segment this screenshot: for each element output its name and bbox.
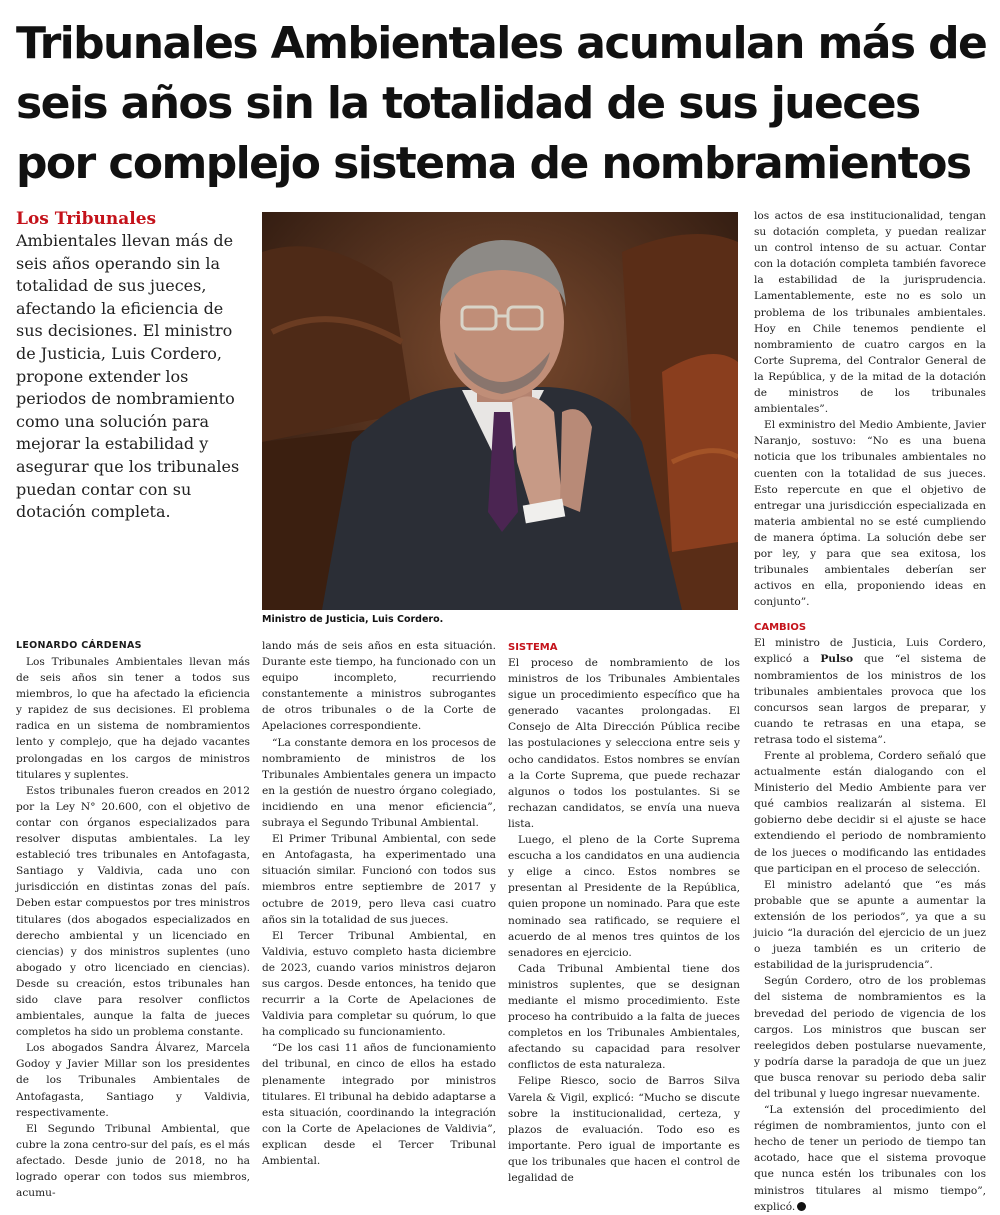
paragraph: Felipe Riesco, socio de Barros Silva Varela & Vigil, explicó: “Mucho se discute sobre la institucionalidad, certeza, y plazos de evaluación. Todo eso es importante. Pero igual de importante es que los tribunales que hacen el control de legalidad de: [508, 1075, 740, 1184]
byline: LEONARDO CÁRDENAS: [16, 640, 142, 651]
text-run: que “el sistema de nombramientos de los ministros de los tribunales ambientales provoca que los concursos sean largos de preparar, y cuando te retrasas en una etapa, se retrasa todo el sistema”.: [754, 653, 986, 746]
pulso-end-icon: [797, 1202, 806, 1211]
paragraph: los actos de esa institucionalidad, tengan su dotación completa, y puedan realizar un control intenso de su actuar. Contar con la dotación completa también favorece la estabilidad de la jurisprudencia. Lamentablemente, este no es solo un problema de los tribunales ambientales. Hoy en Chile tenemos pendiente el nombramiento de cuatro cargos en la Corte Suprema, del Contralor General de la República, y de la mitad de la dotación de ministros de los tribunales ambientales”.: [754, 210, 986, 416]
section-heading-cambios: CAMBIOS: [754, 622, 807, 634]
photo-minister-illustration: [262, 212, 738, 610]
photo-caption: Ministro de Justicia, Luis Cordero.: [262, 614, 444, 625]
article-column-4: [754, 208, 986, 1215]
paragraph: Luego, el pleno de la Corte Suprema escucha a los candidatos en una audiencia y elige a cinco. Estos nombres se presentan al Presidente de la República, quien propone un nominado. Para que este nominado sea ratificado, se requiere el acuerdo de al menos tres quintos de los senadores en ejercicio.: [508, 834, 740, 959]
article-headline: Tribunales Ambientales acumulan más de seis años sin la totalidad de sus jueces por complejo sistema de nombramientos: [16, 18, 987, 189]
paragraph: lando más de seis años en esta situación. Durante este tiempo, ha funcionado con un equipo incompleto, recurriendo constantemente a ministros subrogantes de otros tribunales o de la Corte de Apelaciones correspondiente.: [262, 640, 496, 733]
paragraph: Según Cordero, otro de los problemas del sistema de nombramientos es la brevedad del periodo de vigencia de los cargos. Los ministros que buscan ser reelegidos deben postularse nuevamente, y podría darse la paradoja de que un juez que busca renovar su periodo deba salir del tribunal y luego ingresar nuevamente.: [754, 975, 986, 1100]
paragraph: [754, 1102, 986, 1215]
paragraph: “La constante demora en los procesos de nombramiento de ministros de los Tribunales Ambientales genera un impacto en la gestión de nuestro órgano colegiado, incidiendo en una menor eficiencia”, subraya el Segundo Tribunal Ambiental.: [262, 736, 496, 830]
paragraph: El Segundo Tribunal Ambiental, que cubre la zona centro-sur del país, es el más afectado. Desde junio de 2018, no ha logrado operar con todos sus miembros, acumu-: [16, 1122, 250, 1200]
paragraph: El Primer Tribunal Ambiental, con sede en Antofagasta, ha experimentado una situación similar. Funcionó con todos sus miembros entre septiembre de 2017 y octubre de 2019, pero lleva casi cuatro años sin la totalidad de sus jueces.: [262, 833, 496, 926]
paragraph: Frente al problema, Cordero señaló que actualmente están dialogando con el Ministerio del Medio Ambiente para ver qué cambios realizarán al sistema. El gobierno debe decidir si el ajuste se hace extendiendo el periodo de nombramiento de los jueces o modificando las entidades que participan en el proceso de selección.: [754, 750, 986, 875]
paragraph: Los Tribunales Ambientales llevan más de seis años sin tener a todos sus miembros, lo que ha afectado la eficiencia y rapidez de sus decisiones. El problema radica en un sistema de nombramientos lento y complejo, que ha dejado vacantes prolongadas en los cargos de ministros titulares y suplentes.: [16, 656, 250, 781]
text-run: El ministro de Justicia, Luis Cordero, explicó a: [754, 637, 986, 666]
article-photo: [262, 212, 738, 610]
text-run: “La extensión del procedimiento del régimen de nombramientos, junto con el hecho de tener un periodo de tiempo tan acotado, hace que el sistema provoque que nunca estén los tribunales con los ministros titulares al mismo tiempo”, explicó.: [754, 1104, 986, 1213]
article-lead: [16, 208, 252, 524]
article-column-3: [508, 640, 740, 1186]
paragraph: El ministro adelantó que “es más probable que se apunte a aumentar la extensión de los periodos”, ya que a su juicio “la duración del ejercicio de un juez o jueza también es un criterio de estabilidad de la jurisprudencia”.: [754, 878, 986, 972]
article-column-2: [262, 638, 496, 1169]
brand-name: Pulso: [820, 653, 854, 666]
lead-text: Ambientales llevan más de seis años operando sin la totalidad de sus jueces, afectando la eficiencia de sus decisiones. El ministro de Justicia, Luis Cordero, propone extender los periodos de nombramiento como una solución para mejorar la estabilidad y asegurar que los tribunales puedan contar con su dotación completa.: [16, 231, 240, 522]
paragraph: El exministro del Medio Ambiente, Javier Naranjo, sostuvo: “No es una buena noticia que los tribunales ambientales no cuenten con la totalidad de sus jueces. Esto repercute en que el objetivo de entregar una jurisdicción especializada en materia ambiental no se esté cumpliendo de manera óptima. La solución debe ser por ley, y para que sea exitosa, los tribunales ambientales deberían ser activos en ella, proponiendo ideas en conjunto”.: [754, 419, 986, 609]
paragraph: El Tercer Tribunal Ambiental, en Valdivia, estuvo completo hasta diciembre de 2023, cuando varios ministros dejaron sus cargos. Desde entonces, ha tenido que recurrir a la Corte de Apelaciones de Valdivia para completar su quórum, lo que ha complicado su funcionamiento.: [262, 929, 496, 1039]
paragraph: El proceso de nombramiento de los ministros de los Tribunales Ambientales sigue un procedimiento específico que ha generado vacantes prolongadas. El Consejo de Alta Dirección Pública recibe las postulaciones y selecciona entre seis y ocho candidatos. Estos nombres se envían a la Corte Suprema, que puede rechazar algunos o todos los postulantes. Si se rechazan candidatos, se envía una nueva lista.: [508, 657, 740, 830]
lead-kicker: Los Tribunales: [16, 209, 157, 229]
paragraph: Cada Tribunal Ambiental tiene dos ministros suplentes, que se designan mediante el mismo procedimiento. Este proceso ha contribuido a la falta de jueces completos en los Tribunales Ambientales, afectando su capacidad para resolver conflictos de esta naturaleza.: [508, 962, 740, 1072]
paragraph: [754, 635, 986, 748]
paragraph: “De los casi 11 años de funcionamiento del tribunal, en cinco de ellos ha estado plenamente integrado por ministros titulares. El tribunal ha debido adaptarse a esta situación, coordinando la integración con la Corte de Apelaciones de Valdivia”, explican desde el Tercer Tribunal Ambiental.: [262, 1042, 496, 1167]
paragraph: Estos tribunales fueron creados en 2012 por la Ley N° 20.600, con el objetivo de contar con órganos especializados para resolver disputas ambientales. La ley estableció tres tribunales en Antofagasta, Santiago y Valdivia, cada uno con jurisdicción en distintas zonas del país. Deben estar compuestos por tres ministros titulares (dos abogados especializados en derecho ambiental y un licenciado en ciencias) y dos ministros suplentes (uno abogado y otro licenciado en ciencias). Desde su creación, estos tribunales han sido clave para resolver conflictos ambientales, aunque la falta de jueces completos ha sido un problema constante.: [16, 784, 250, 1039]
paragraph: Los abogados Sandra Álvarez, Marcela Godoy y Javier Millar son los presidentes de los Tribunales Ambientales de Antofagasta, Santiago y Valdivia, respectivamente.: [16, 1042, 250, 1119]
section-heading-sistema: SISTEMA: [508, 642, 558, 653]
article-column-1: [16, 638, 250, 1201]
